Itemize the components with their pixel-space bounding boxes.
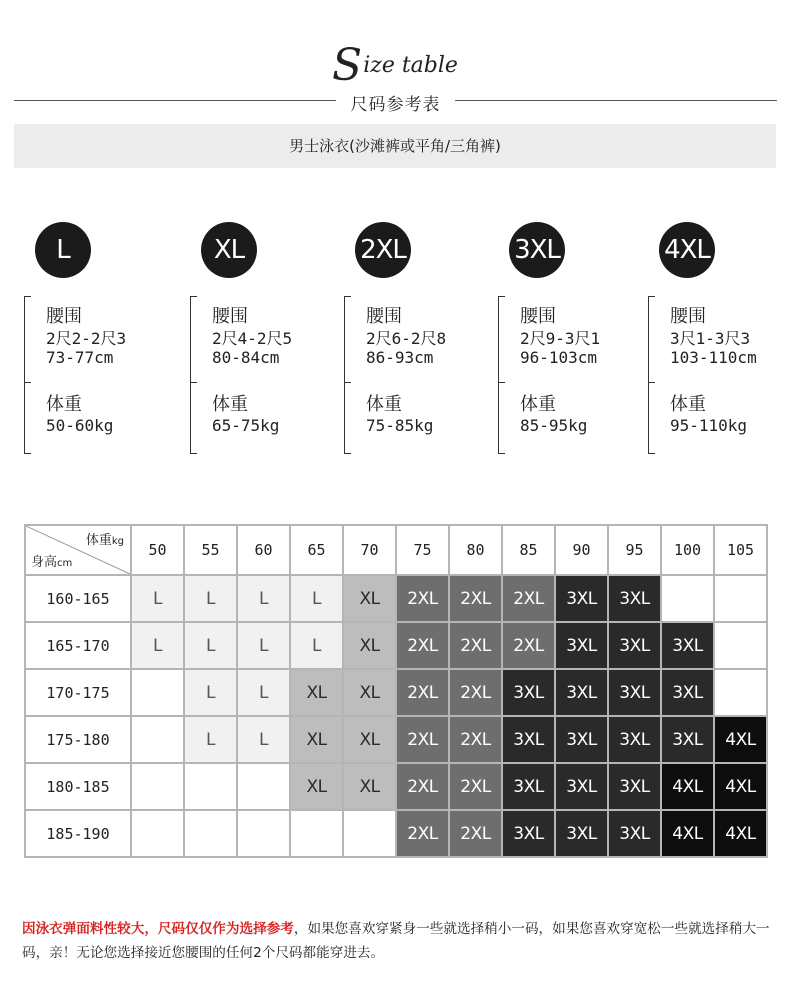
weight-header: 75 [396, 525, 449, 575]
logo-text: ize table [363, 53, 458, 78]
size-cell: 3XL [661, 669, 714, 716]
size-cell: XL [343, 575, 396, 622]
size-badge: 3XL [509, 222, 565, 278]
weight-header: 65 [290, 525, 343, 575]
size-card [498, 222, 648, 458]
weight-header: 105 [714, 525, 767, 575]
waist-cm: 103-110cm [670, 348, 757, 367]
size-cell: 4XL [714, 716, 767, 763]
header-rule-right [455, 100, 777, 101]
size-cell: 3XL [608, 763, 661, 810]
grid-body [25, 575, 767, 857]
size-cell: XL [343, 669, 396, 716]
size-cell [714, 669, 767, 716]
height-header: 185-190 [25, 810, 131, 857]
height-header: 180-185 [25, 763, 131, 810]
size-cell: 3XL [555, 622, 608, 669]
size-cell [131, 763, 184, 810]
size-cell: 3XL [608, 810, 661, 857]
size-card [344, 222, 494, 458]
size-cell: XL [290, 763, 343, 810]
size-cell: L [237, 716, 290, 763]
weight-header: 85 [502, 525, 555, 575]
weight-header: 60 [237, 525, 290, 575]
waist-cm: 86-93cm [366, 348, 434, 367]
height-header: 160-165 [25, 575, 131, 622]
size-cell: 2XL [449, 763, 502, 810]
category-band [14, 124, 776, 168]
size-cell: L [184, 575, 237, 622]
table-row [25, 763, 767, 810]
weight-header: 70 [343, 525, 396, 575]
table-row [25, 622, 767, 669]
waist-label: 腰围 [212, 306, 248, 327]
size-cell: 4XL [714, 810, 767, 857]
size-cell [714, 622, 767, 669]
size-cell: 3XL [502, 810, 555, 857]
size-cell: 2XL [449, 810, 502, 857]
weight-header: 55 [184, 525, 237, 575]
card-bracket [344, 296, 351, 454]
size-badge: L [35, 222, 91, 278]
size-cell: 4XL [661, 763, 714, 810]
size-cell: 4XL [661, 810, 714, 857]
waist-cm: 73-77cm [46, 348, 114, 367]
size-cell: 2XL [449, 575, 502, 622]
size-badge: XL [201, 222, 257, 278]
size-cell: 2XL [502, 575, 555, 622]
size-cell: 3XL [661, 716, 714, 763]
size-cell [184, 810, 237, 857]
weight-range: 50-60kg [46, 416, 114, 435]
size-cell: 2XL [396, 622, 449, 669]
page-title: 尺码参考表 [350, 95, 441, 115]
size-cell: L [290, 575, 343, 622]
size-cell [343, 810, 396, 857]
height-header: 175-180 [25, 716, 131, 763]
size-cell: L [131, 622, 184, 669]
card-bracket [648, 296, 655, 454]
weight-header: 90 [555, 525, 608, 575]
size-cell: 3XL [608, 716, 661, 763]
height-header: 165-170 [25, 622, 131, 669]
category-title: 男士泳衣(沙滩裤或平角/三角裤) [289, 137, 501, 155]
size-cell: 3XL [555, 669, 608, 716]
size-cell [131, 669, 184, 716]
size-badge: 4XL [659, 222, 715, 278]
weight-range: 95-110kg [670, 416, 748, 435]
size-badge: 2XL [355, 222, 411, 278]
size-cell: XL [343, 622, 396, 669]
waist-chi: 2尺9-3尺1 [520, 329, 601, 348]
waist-label: 腰围 [366, 306, 402, 327]
waist-label: 腰围 [520, 306, 556, 327]
size-cell [237, 810, 290, 857]
waist-chi: 3尺1-3尺3 [670, 329, 751, 348]
card-bracket [190, 296, 197, 454]
weight-header-row [25, 525, 767, 575]
size-cell: L [131, 575, 184, 622]
weight-header: 100 [661, 525, 714, 575]
waist-label: 腰围 [46, 306, 82, 327]
size-cell: 2XL [396, 669, 449, 716]
table-row [25, 810, 767, 857]
weight-label: 体重 [46, 394, 82, 415]
size-cell [131, 810, 184, 857]
size-cell: L [184, 622, 237, 669]
size-cell: L [237, 575, 290, 622]
size-table-logo [0, 40, 790, 91]
table-row [25, 716, 767, 763]
header-rule-left [14, 100, 336, 101]
size-cell: 3XL [555, 810, 608, 857]
weight-header: 95 [608, 525, 661, 575]
size-card [648, 222, 790, 458]
size-cell: 2XL [396, 810, 449, 857]
size-cell [714, 575, 767, 622]
height-header: 170-175 [25, 669, 131, 716]
size-grid [24, 524, 768, 858]
size-cell: L [237, 622, 290, 669]
fit-note [22, 917, 772, 965]
weight-label: 体重 [366, 394, 402, 415]
fit-note-warning: 因泳衣弹面料性较大，尺码仅仅作为选择参考 [22, 921, 294, 937]
weight-range: 85-95kg [520, 416, 588, 435]
size-cell: 2XL [449, 622, 502, 669]
fit-note-text: ，如果您喜欢穿紧身一些就选择稍小一码，如果您喜欢穿宽松一些就选择稍大一码，亲！无论您选择接近您腰围的任何2个尺码都能穿进去。 [22, 921, 770, 961]
size-cell: 3XL [661, 622, 714, 669]
size-cell [661, 575, 714, 622]
size-cell: 3XL [502, 763, 555, 810]
size-cell: 3XL [608, 669, 661, 716]
size-cell [237, 763, 290, 810]
size-cell: 3XL [555, 763, 608, 810]
weight-range: 75-85kg [366, 416, 434, 435]
weight-label: 体重 [670, 394, 706, 415]
size-cell: 3XL [502, 716, 555, 763]
size-cell: L [184, 669, 237, 716]
weight-label: 体重 [520, 394, 556, 415]
size-cell: XL [343, 716, 396, 763]
table-row [25, 575, 767, 622]
size-cell: 2XL [449, 669, 502, 716]
weight-axis-label: 体重kg [85, 533, 124, 548]
weight-label: 体重 [212, 394, 248, 415]
waist-cm: 80-84cm [212, 348, 280, 367]
waist-chi: 2尺4-2尺5 [212, 329, 293, 348]
size-card [24, 222, 174, 458]
size-cell: XL [290, 669, 343, 716]
size-cell: 3XL [608, 622, 661, 669]
size-cell: 2XL [449, 716, 502, 763]
card-bracket [498, 296, 505, 454]
size-cell [290, 810, 343, 857]
height-axis-label: 身高cm [31, 555, 73, 570]
size-cell: L [184, 716, 237, 763]
waist-chi: 2尺2-2尺3 [46, 329, 127, 348]
weight-range: 65-75kg [212, 416, 280, 435]
size-cell: L [237, 669, 290, 716]
size-cell [131, 716, 184, 763]
waist-cm: 96-103cm [520, 348, 598, 367]
size-cell: 3XL [608, 575, 661, 622]
size-cell: 2XL [502, 622, 555, 669]
size-cell: 4XL [714, 763, 767, 810]
size-cell: 3XL [502, 669, 555, 716]
size-cell: XL [343, 763, 396, 810]
size-cell [184, 763, 237, 810]
table-row [25, 669, 767, 716]
size-cell: 2XL [396, 575, 449, 622]
grid-corner [25, 525, 131, 575]
weight-header: 50 [131, 525, 184, 575]
size-card [190, 222, 340, 458]
waist-chi: 2尺6-2尺8 [366, 329, 447, 348]
size-cell: XL [290, 716, 343, 763]
weight-header: 80 [449, 525, 502, 575]
logo-initial: S [332, 40, 363, 91]
card-bracket [24, 296, 31, 454]
waist-label: 腰围 [670, 306, 706, 327]
size-cell: 3XL [555, 575, 608, 622]
size-cell: 2XL [396, 763, 449, 810]
size-cell: 3XL [555, 716, 608, 763]
size-cell: 2XL [396, 716, 449, 763]
size-cell: L [290, 622, 343, 669]
